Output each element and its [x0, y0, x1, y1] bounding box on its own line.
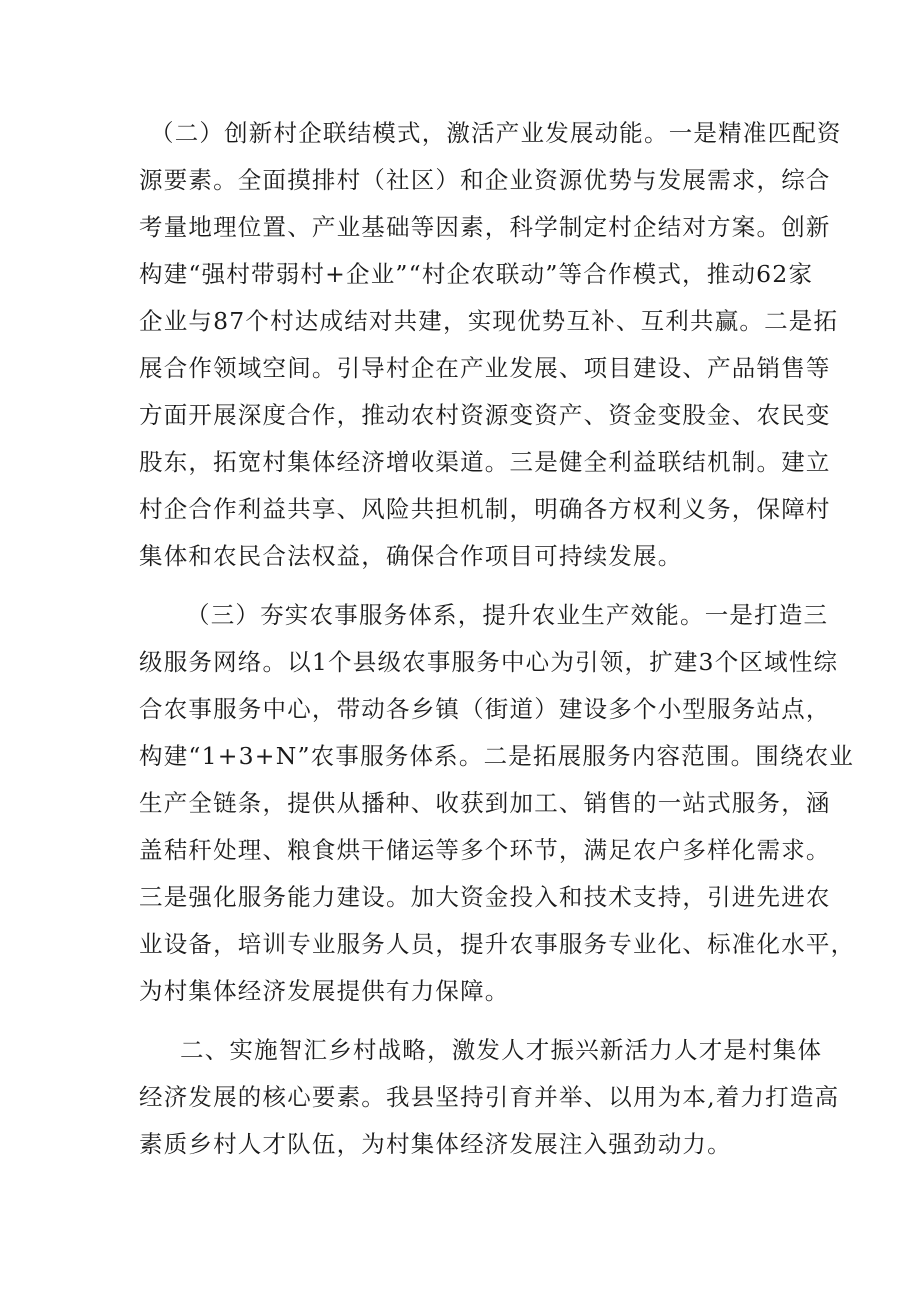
- text-line: 业设备，培训专业服务人员，提升农事服务专业化、标准化水平，: [139, 930, 856, 958]
- text-line: 企业与87个村达成结对共建，实现优势互补、互利共赢。二是拓: [139, 307, 839, 335]
- text-line: 盖秸秆处理、粮食烘干储运等多个环节，满足农户多样化需求。: [139, 836, 831, 864]
- text-line: （二）创新村企联结模式，激活产业发展动能。一是精准匹配资: [150, 119, 842, 147]
- text-line: 股东，拓宽村集体经济增收渠道。三是健全利益联结机制。建立: [139, 448, 831, 476]
- text-line: 展合作领域空间。引导村企在产业发展、项目建设、产品销售等: [139, 354, 831, 382]
- text-line: 素质乡村人才队伍，为村集体经济发展注入强劲动力。: [139, 1130, 732, 1158]
- text-line: 经济发展的核心要素。我县坚持引育并举、以用为本,着力打造高: [139, 1083, 840, 1111]
- text-line: 集体和农民合法权益，确保合作项目可持续发展。: [139, 542, 683, 570]
- text-line: 村企合作利益共享、风险共担机制，明确各方权利义务，保障村: [139, 495, 831, 523]
- text-line: 级服务网络。以1个县级农事服务中心为引领，扩建3个区域性综: [139, 648, 839, 676]
- text-line: 合农事服务中心，带动各乡镇（街道）建设多个小型服务站点，: [139, 695, 831, 723]
- text-line: 三是强化服务能力建设。加大资金投入和技术支持，引进先进农: [139, 883, 831, 911]
- text-line: 源要素。全面摸排村（社区）和企业资源优势与发展需求，综合: [139, 166, 831, 194]
- text-line: 方面开展深度合作，推动农村资源变资产、资金变股金、农民变: [139, 401, 831, 429]
- text-line: 为村集体经济发展提供有力保障。: [139, 977, 510, 1005]
- text-line: 二、实施智汇乡村战略，激发人才振兴新活力人才是村集体: [180, 1036, 823, 1064]
- text-line: 构建“强村带弱村+企业”“村企农联动”等合作模式，推动62家: [139, 260, 814, 288]
- text-line: 生产全链条，提供从播种、收获到加工、销售的一站式服务，涵: [139, 789, 831, 817]
- text-line: 考量地理位置、产业基础等因素，科学制定村企结对方案。创新: [139, 213, 831, 241]
- text-line: （三）夯实农事服务体系，提升农业生产效能。一是打造三: [186, 601, 829, 629]
- text-line: 构建“1+3+N”农事服务体系。二是拓展服务内容范围。围绕农业: [139, 742, 855, 770]
